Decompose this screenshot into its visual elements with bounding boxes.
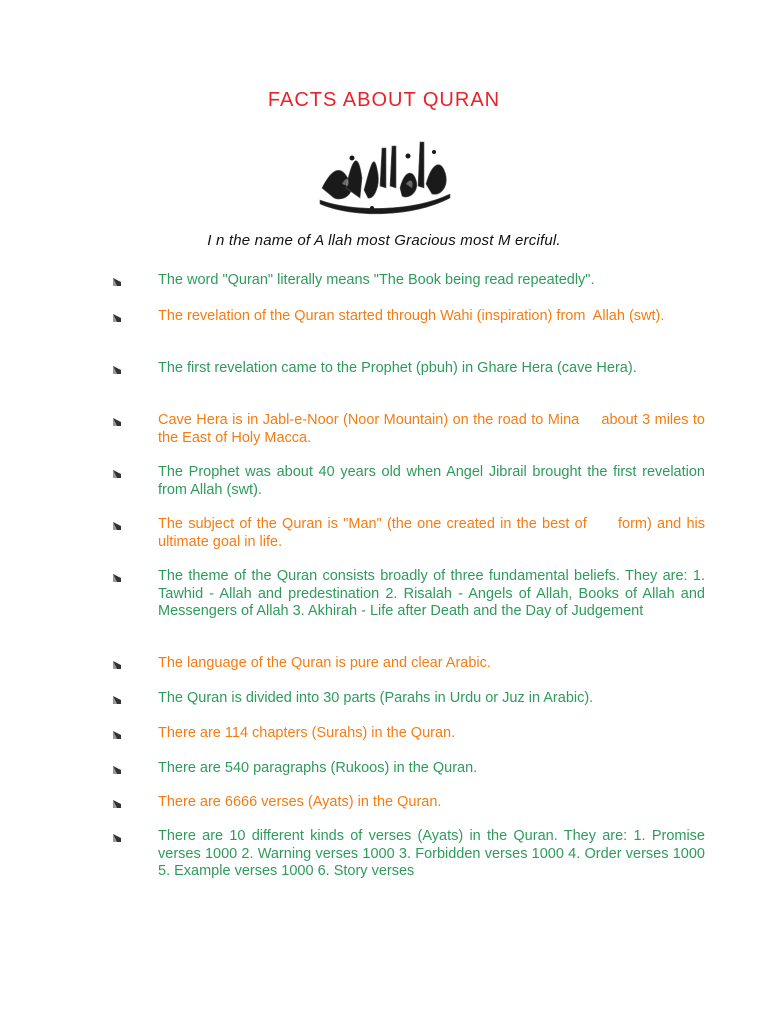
fact-item: [108, 412, 710, 447]
fact-item: [108, 725, 705, 743]
fact-text: There are 6666 verses (Ayats) in the Quran.: [158, 794, 442, 810]
fact-text: There are 114 chapters (Surahs) in the Quran.: [158, 725, 456, 741]
fact-text: The subject of the Quran is "Man" (the one created in the best of form) and his ultimate goal in life.: [158, 516, 710, 550]
fact-text: The Quran is divided into 30 parts (Parahs in Urdu or Juz in Arabic).: [158, 690, 594, 706]
bullet-arrow-icon: [112, 313, 122, 323]
bullet-arrow-icon: [112, 573, 122, 583]
page-subtitle: I n the name of A llah most Gracious most M erciful.: [207, 232, 561, 249]
page-title: FACTS ABOUT QURAN: [267, 89, 501, 111]
bullet-arrow-icon: [112, 799, 122, 809]
fact-item: [108, 272, 705, 290]
fact-text: The revelation of the Quran started through Wahi (inspiration) from Allah (swt).: [158, 308, 665, 324]
fact-item: [108, 464, 710, 499]
fact-item: [108, 690, 705, 708]
fact-item: [108, 516, 710, 551]
bismillah-calligraphy-icon: [312, 128, 458, 216]
fact-item: [108, 568, 710, 621]
bullet-arrow-icon: [112, 417, 122, 427]
fact-text: The first revelation came to the Prophet (pbuh) in Ghare Hera (cave Hera).: [158, 360, 637, 376]
fact-text: Cave Hera is in Jabl-e-Noor (Noor Mountain) on the road to Mina about 3 miles to the East of Holy Macca.: [158, 412, 710, 446]
fact-item: [108, 794, 705, 812]
bullet-arrow-icon: [112, 765, 122, 775]
fact-item: [108, 828, 710, 881]
bullet-arrow-icon: [112, 469, 122, 479]
bullet-arrow-icon: [112, 730, 122, 740]
bullet-arrow-icon: [112, 521, 122, 531]
fact-text: The theme of the Quran consists broadly of three fundamental beliefs. They are: 1. Tawhid - Allah and predestination 2. Risalah - Angels of Allah, Books of Allah and Messengers of Allah 3. Akhirah - Life after Death and the Day of Judgement: [158, 568, 710, 619]
fact-text: There are 540 paragraphs (Rukoos) in the Quran.: [158, 760, 478, 776]
fact-text: The word "Quran" literally means "The Book being read repeatedly".: [158, 272, 595, 288]
bullet-arrow-icon: [112, 833, 122, 843]
fact-item: [108, 308, 705, 326]
fact-item: [108, 655, 705, 673]
bullet-arrow-icon: [112, 660, 122, 670]
fact-text: The Prophet was about 40 years old when Angel Jibrail brought the first revelation from Allah (swt).: [158, 464, 710, 498]
fact-item: [108, 360, 705, 378]
bullet-arrow-icon: [112, 277, 122, 287]
svg-text:بسم الله الرحمن الرحيم: بسم الله الرحمن الرحيم: [385, 214, 395, 215]
bullet-arrow-icon: [112, 695, 122, 705]
fact-text: The language of the Quran is pure and clear Arabic.: [158, 655, 491, 671]
bullet-arrow-icon: [112, 365, 122, 375]
fact-text: There are 10 different kinds of verses (Ayats) in the Quran. They are: 1. Promise verses 1000 2. Warning verses 1000 3. Forbidden verses 1000 4. Order verses 1000 5. Example verses 1000 6. Story verses: [158, 828, 710, 879]
fact-item: [108, 760, 705, 778]
